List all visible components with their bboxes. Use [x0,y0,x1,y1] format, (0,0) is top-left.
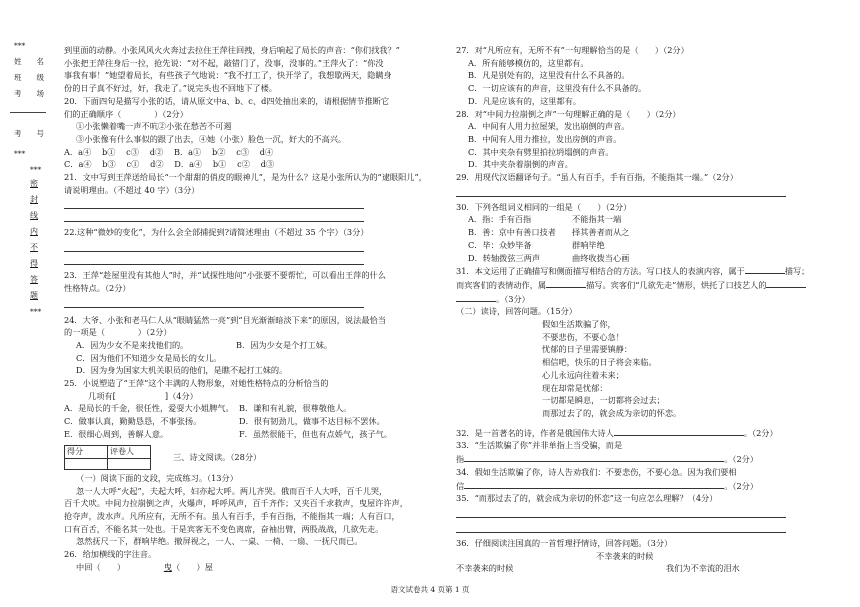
choice-d: D．因为身为国家大机关职员的他们，是瞧不起打工妹的。 [76,365,288,376]
seal-char: 内 [30,227,38,236]
fill-blank[interactable] [464,452,724,462]
question-25-cont: 几项有[ ]（4分） [88,390,198,401]
left-column [64,44,442,574]
sidebar-label-room: 考 场 [14,89,44,98]
fill-blank[interactable] [456,292,496,302]
choice-b: B．中间有人用力推拉，发出房倒的声音。 [468,133,622,144]
choice-a: A．所有能够模仿的，这里都有。 [468,57,589,68]
choice-a: A．因为少女不是来找他们的。 [76,339,189,350]
question-33-text: 。（2分） [724,454,759,465]
question-32-text: 32．是一首著名的诗，作者是俄国伟大诗人 [456,427,614,438]
passage-line: 忽一人大呼“火起”，夫起大呼，妇亦起大呼。两儿齐哭。俄而百千人大呼，百千儿哭， [76,485,388,496]
question-35: 35．“而那过去了的，就会成为亲切的怀恋”这一句应怎么理解？（4分） [456,493,718,504]
passage-line: 忽然抚尺一下，群响毕绝。撤屏视之，一人、一桌、一椅、一扇、一抚尺而已。 [76,536,363,547]
question-31-text: 而宾客们的表情动作，属 [456,279,547,290]
subsection-heading: （二）读诗，回答问题。（15分） [456,306,577,317]
choice-d-right: 曲终收拨当心画 [572,252,630,263]
poem [456,318,826,420]
choice-row [64,415,442,428]
answer-line[interactable] [64,297,364,308]
subsection-heading: （一）阅读下面的文段，完成练习。（13分） [76,472,238,483]
exam-binding-sidebar [0,40,58,560]
score-label: 得分 [65,445,108,458]
grader-cell[interactable] [108,458,151,469]
choice-a-left: A．指：手有百指 [468,214,532,225]
question-31-text: 描写。宾客们“几欲先走”情形，烘托了口技艺人的 [586,279,767,290]
seal-stars-top: *** [30,165,42,174]
choice-c: C．一切应该有的声音，这里没有什么不具备的。 [468,83,647,94]
seal-char: 得 [30,259,38,268]
text-line: 份的日子真不好过，好，我走了。”说完头也不回地下了楼。 [64,83,277,94]
sidebar-label-class: 班 级 [14,73,44,82]
question-33: 33．“生活欺骗了你”并非单指上当受骗，而是 [456,440,623,451]
answer-line[interactable] [456,507,786,518]
answer-line[interactable] [64,198,364,209]
choice-d: D．很有韧劲儿，做事不达目标不罢休。 [239,416,385,427]
right-column [456,44,826,575]
choice-row [64,428,442,441]
text-line: 到里面的动静。小张风风火火奔过去拉住王萍往回拽，身后响起了局长的声音：“你们找我？” [64,45,400,55]
question-26: 26．给加横线的字注音。 [64,549,157,560]
poem-row [456,562,826,575]
question-30: 30．下列各组词义相同的一组是（ ）（2分） [456,201,632,212]
score-cell[interactable] [65,458,108,469]
choice-row [456,239,826,252]
answer-line[interactable] [64,211,364,222]
question-32 [456,426,826,440]
sidebar-stars-mid: *** [14,149,26,158]
fill-blank[interactable] [464,479,724,489]
page-footer: 语文试卷共 4 页第 1 页 [390,585,470,594]
choice-b: B．谦和有礼貌，很尊敬他人。 [239,403,352,414]
question-20-cont: 们的正确顺序（ ）（2分） [64,108,188,119]
seal-char: 题 [30,291,38,300]
choice-row [64,339,442,352]
question-20: 20．下面四句是描写小张的话，请从原文中a、b、c、d四处抽出来的，请根据情节推断它 [64,95,390,106]
choice-c: C．因为他们不知道少女是局长的女儿。 [76,352,222,363]
fill-blank[interactable] [745,264,785,274]
question-24: 24．大爷、小张和老马仁人从“眼睛猛然一亮”到“目光渐渐暗淡下来”的原因，说法最恰当 [64,314,386,325]
question-22: 22.这种“微妙的变化”，为什么会全部捕捉到?请简述理由（不超过 35 个字）（3分） [64,227,369,238]
sidebar-divider [10,112,46,113]
poem-line: 相信吧，快乐的日子将会来临。 [542,357,657,368]
answer-line[interactable] [456,186,786,197]
seal-char: 密 [30,179,38,188]
choice-b: B．因为少女是个打工妹。 [236,339,333,350]
fill-blank[interactable] [766,278,806,288]
pinyin-item-a: 中回（ ） [76,561,126,572]
poem-line: 心儿永远向往着未来； [542,369,624,380]
question-34: 34．假如生活欺骗了你，诗人告劝我们：不要悲伤，不要心急。因为我们要相 [456,466,737,477]
poem-line: 假如生活欺骗了你， [542,319,616,330]
pinyin-char-b: 曳 [163,561,172,572]
poem-line: 而那过去了的，就会成为亲切的怀恋。 [542,407,682,418]
seal-char: 线 [30,211,38,220]
fill-blank[interactable] [546,278,586,288]
answer-line[interactable] [64,254,364,265]
question-31-end [456,292,826,306]
choice-b: B．凡是别处有的，这里没有什么不具备的。 [468,70,630,81]
question-24-cont: 的一项是（ ）（2分） [64,327,172,338]
question-31-text: 描写； [784,266,810,277]
poem-line: 现在却常是忧郁： [542,382,608,393]
choice-c-right: 群响毕绝 [572,239,605,250]
seal-char: 答 [30,275,38,284]
choice-c: C．其中夹杂有劈里拍拉坍塌倒的声音。 [468,146,614,157]
choice-a-right: 不能指其一端 [572,214,622,225]
choice-b-left: B．善：京中有善口技者 [468,227,556,238]
poem-line: 忧郁的日子里需要镇静： [542,344,633,355]
option-line: ③小张像有什么事似的跟了出去，④她（小张）脸色一沉，好大的不高兴。 [76,133,347,144]
pinyin-item-b: （ ）屋 [171,561,213,572]
question-28: 28．对“中间力拉崩倒之声”一句理解正确的是（ ）（2分） [456,108,681,119]
poem-line: 我们为不幸流的泪水 [666,563,740,574]
seal-stars-bottom: *** [30,307,42,316]
choice-c-left: C．毕：众妙毕备 [468,239,532,250]
fill-blank[interactable] [614,426,744,436]
question-25: 25．小说塑造了“王萍”这个丰满的人物形象，对她性格特点的分析恰当的 [64,378,329,389]
choice-line: C．a④ b③ c① d② D．a④ b① c② d③ [64,159,275,170]
score-table [64,445,151,470]
question-29: 29．用现代汉语翻译句子。“虽人有百手，手有百指，不能指其一端。”（2分） [456,172,738,183]
seal-char: 封 [30,195,38,204]
sidebar-stars-top: *** [14,41,26,50]
choice-d: D．凡是应该有的，这里都有。 [468,95,582,106]
question-31-text: 31．本文运用了正确描写和侧面描写相结合的方法。写口技人的表演内容，属于 [456,266,745,277]
choice-row [456,226,826,239]
question-31-text: 。（3分） [496,293,530,304]
question-32-text: 。（2分） [743,427,778,438]
question-23-cont: 性格特点。（2分） [64,282,131,293]
sidebar-label-name: 姓 名 [14,57,44,66]
choice-b-right: 择其善者而从之 [572,227,630,238]
question-34-text: 。（2分） [724,480,759,491]
poem-line: 不幸袭来的时候 [456,563,514,574]
question-23: 23．王萍“趁屋里没有其他人”时，并“试探性地问”小张要不要帮忙，可以看出王萍的什么 [64,270,386,281]
sidebar-label-number: 考 号 [14,129,44,138]
seal-char: 不 [30,243,38,252]
answer-line[interactable] [64,241,364,252]
grader-label: 评卷人 [108,445,151,458]
passage-line: 百千犬吠。中间力拉崩倒之声，火爆声，呼呼风声，百千齐作；又夹百千求救声，曳屋许许声， [64,498,408,509]
choice-a: A．是局长的千金，很任性，爱耍大小姐脾气。 [64,403,234,414]
question-27: 27．对“凡所应有，无所不有”一句理解恰当的是（ ）（2分） [456,45,689,55]
question-36: 36．仔细阅读注国真的一首哲理抒情诗，回答问题。（3分） [456,537,673,548]
poem-line: 不要悲伤，不要心急！ [542,331,624,342]
choice-row [456,252,826,265]
choice-row [456,213,826,226]
question-33-text: 指 [456,454,465,465]
choice-f: F．虽然很能干，但也有点娇气，孩子气。 [239,428,393,439]
question-33-cont [456,452,826,466]
text-line: 事我有事！”她望着局长，有些孩子气地说：“我不打工了，快开学了，我想歇两天，隐瞒身 [64,70,392,81]
question-21-cont: 请说明理由。（不超过 40 字）（3分） [64,184,200,195]
choice-a: A．中间有人用力拉屋架，发出崩倒的声音。 [468,121,630,132]
question-31-cont [456,278,826,292]
question-31 [456,264,826,278]
choice-row [64,402,442,415]
question-34-text: 信 [456,480,465,491]
text-line: 小张把王萍往身后一拉，抢先说：“对不起，敲错门了，没事，没事的。”王萍火了：“你没 [64,57,384,68]
question-34-cont [456,479,826,493]
option-line: ①小张懒着嘴一声不吭②小张在愁苦不可遏 [76,121,232,132]
choice-d: D．其中夹杂着崩倒的声音。 [468,159,573,170]
section-heading: 三、诗文阅读。（28分） [173,451,262,462]
score-row [64,445,442,470]
passage-line: 口有百舌，不能名其一处也。于是宾客无不变色离席，奋袖出臂，两股战战，几欲先走。 [64,523,384,534]
poem-title: 不幸袭来的时候 [596,550,654,561]
choice-c: C．做事认真，勤勤恳恳，不事张扬。 [64,416,202,427]
poem-line: 一切都是瞬息，一切都将会过去； [542,395,665,406]
choice-d-left: D．转轴拨弦三两声 [468,252,541,263]
question-26-items [64,561,442,574]
answer-line[interactable] [456,522,786,533]
choice-e: E．很细心周到，善解人意。 [64,428,169,439]
question-21: 21．文中写到王萍送给局长“一个甜甜的俏皮的眼神儿”，是为什么？这是小张所认为的“逮眼阳儿”， [64,172,427,183]
choice-line: A．a④ b① c③ d② B．a① b② c③ d④ [64,146,274,157]
passage-line: 抢夺声，泼水声。凡所应有，无所不有。虽人有百手，手有百指，不能指其一端；人有百口， [64,511,400,522]
